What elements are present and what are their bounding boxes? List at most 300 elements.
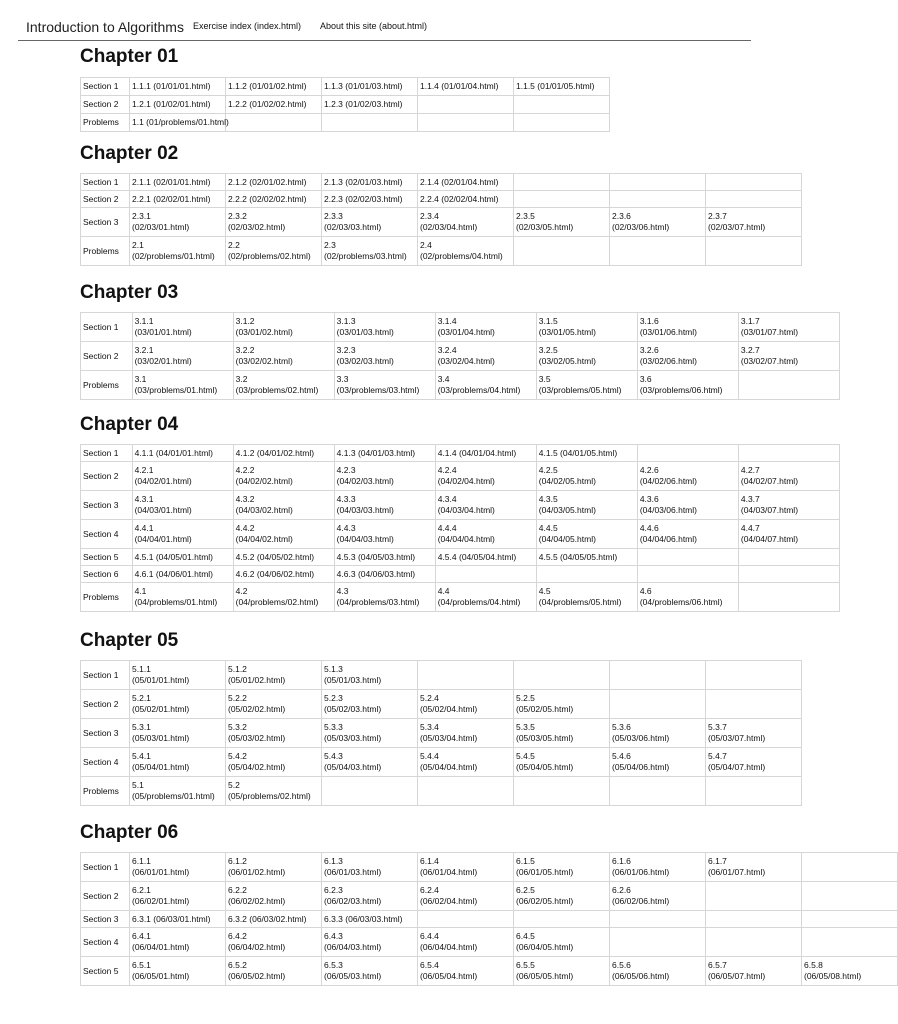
exercise-cell — [130, 237, 226, 266]
exercise-link[interactable]: 5.4.5 (05/04/05.html) — [516, 751, 574, 772]
exercise-link[interactable]: 4.1.5 (04/01/05.html) — [538, 447, 618, 458]
exercise-link[interactable]: 3.1 (03/problems/01.html) — [134, 374, 218, 395]
exercise-link[interactable]: 6.3.3 (06/03/03.html) — [324, 913, 403, 924]
exercise-cell — [418, 78, 514, 96]
exercise-link[interactable]: 4.6.3 (04/06/03.html) — [336, 568, 416, 579]
exercise-link[interactable]: 1.2.1 (01/02/01.html) — [132, 99, 211, 109]
exercise-link[interactable]: 2.2.1 (02/02/01.html) — [132, 193, 211, 204]
exercise-link[interactable]: 5.3.7 (05/03/07.html) — [708, 722, 766, 743]
exercise-link[interactable]: 6.5.4 (06/05/04.html) — [420, 960, 478, 981]
exercise-link[interactable]: 6.5.3 (06/05/03.html) — [324, 960, 382, 981]
exercise-cell — [418, 690, 514, 719]
empty-cell — [514, 191, 610, 208]
row-label: Section 5 — [81, 549, 133, 566]
exercise-link[interactable]: 6.2.4 (06/02/04.html) — [420, 885, 478, 906]
exercise-link[interactable]: 6.5.5 (06/05/05.html) — [516, 960, 574, 981]
row-label: Section 2 — [81, 690, 130, 719]
exercise-link[interactable]: 4.2.1 (04/02/01.html) — [134, 465, 192, 486]
exercise-link[interactable]: 6.3.2 (06/03/02.html) — [228, 913, 307, 924]
row-label: Section 2 — [81, 462, 133, 491]
exercise-link[interactable]: 4.1.2 (04/01/02.html) — [235, 447, 315, 458]
exercise-link[interactable]: 2.1.3 (02/01/03.html) — [324, 176, 403, 187]
exercise-link[interactable]: 3.1.1 (03/01/01.html) — [134, 316, 192, 337]
exercise-link[interactable]: 6.1.2 (06/01/02.html) — [228, 856, 286, 877]
exercise-link[interactable]: 6.1.5 (06/01/05.html) — [516, 856, 574, 877]
exercise-cell — [233, 549, 334, 566]
exercise-link[interactable]: 1.1.4 (01/01/04.html) — [420, 81, 499, 91]
exercise-link[interactable]: 3.6 (03/problems/06.html) — [639, 374, 723, 395]
exercise-cell — [514, 748, 610, 777]
exercise-cell — [637, 371, 738, 400]
empty-cell — [418, 114, 514, 132]
table-row — [81, 520, 840, 549]
exercise-link[interactable]: 3.2.3 (03/02/03.html) — [336, 345, 394, 366]
exercise-link[interactable]: 6.2.6 (06/02/06.html) — [612, 885, 670, 906]
exercise-cell — [334, 445, 435, 462]
empty-cell — [418, 661, 514, 690]
exercise-cell — [233, 491, 334, 520]
exercise-link[interactable]: 2.1.1 (02/01/01.html) — [132, 176, 211, 187]
table-row — [81, 191, 802, 208]
exercise-cell — [637, 462, 738, 491]
exercise-cell — [233, 313, 334, 342]
exercise-cell — [322, 237, 418, 266]
exercise-cell — [610, 882, 706, 911]
exercise-link[interactable]: 4.3.4 (04/03/04.html) — [437, 494, 495, 515]
exercise-cell — [132, 583, 233, 612]
exercise-link[interactable]: 6.1.3 (06/01/03.html) — [324, 856, 382, 877]
exercise-cell — [435, 445, 536, 462]
exercise-cell — [322, 661, 418, 690]
exercise-link[interactable]: 6.3.1 (06/03/01.html) — [132, 913, 211, 924]
row-label: Section 3 — [81, 911, 130, 928]
exercise-link[interactable]: 4.1.3 (04/01/03.html) — [336, 447, 416, 458]
exercise-cell — [536, 342, 637, 371]
exercise-link[interactable]: 2.2.2 (02/02/02.html) — [228, 193, 307, 204]
exercise-cell — [514, 853, 610, 882]
exercise-link[interactable]: 5.2.4 (05/02/04.html) — [420, 693, 478, 714]
exercise-link[interactable]: 4.4.7 (04/04/07.html) — [740, 523, 799, 544]
empty-cell — [706, 777, 802, 806]
exercise-link[interactable]: 5.3.5 (05/03/05.html) — [516, 722, 574, 743]
exercise-link[interactable]: 5.3.2 (05/03/02.html) — [228, 722, 286, 743]
exercise-link[interactable]: 4.5.4 (04/05/04.html) — [437, 551, 517, 562]
exercise-link[interactable]: 5.3.3 (05/03/03.html) — [324, 722, 382, 743]
exercise-link[interactable]: 2.3.7 (02/03/07.html) — [708, 211, 766, 232]
exercise-link[interactable]: 5.2.2 (05/02/02.html) — [228, 693, 286, 714]
exercise-cell — [706, 719, 802, 748]
exercise-cell — [435, 462, 536, 491]
exercise-link[interactable]: 5.4.3 (05/04/03.html) — [324, 751, 382, 772]
table-row — [81, 96, 610, 114]
exercise-link[interactable]: 6.2.2 (06/02/02.html) — [228, 885, 286, 906]
exercise-link[interactable]: 3.2.5 (03/02/05.html) — [538, 345, 596, 366]
exercise-link[interactable]: 1.2.3 (01/02/03.html) — [324, 99, 403, 109]
exercise-link[interactable]: 4.6 (04/problems/06.html) — [639, 586, 723, 607]
chapter-title: Chapter 06 — [80, 822, 179, 843]
exercise-link[interactable]: 2.2.4 (02/02/04.html) — [420, 193, 499, 204]
exercise-link[interactable]: 1.1.3 (01/01/03.html) — [324, 81, 403, 91]
exercise-cell — [130, 96, 226, 114]
exercise-cell — [226, 882, 322, 911]
exercise-cell — [334, 566, 435, 583]
exercise-link[interactable]: 2.1.2 (02/01/02.html) — [228, 176, 307, 187]
exercise-link[interactable]: 6.5.6 (06/05/06.html) — [612, 960, 670, 981]
exercise-link[interactable]: 4.2.5 (04/02/05.html) — [538, 465, 596, 486]
exercise-cell — [130, 719, 226, 748]
exercise-link[interactable]: 4.2.7 (04/02/07.html) — [740, 465, 799, 486]
empty-cell — [435, 566, 536, 583]
exercise-cell — [418, 882, 514, 911]
exercise-cell — [130, 114, 229, 132]
empty-cell — [706, 174, 802, 191]
row-label: Section 2 — [81, 342, 133, 371]
exercise-cell — [132, 520, 233, 549]
exercise-link[interactable]: 3.1.2 (03/01/02.html) — [235, 316, 293, 337]
empty-cell — [802, 928, 898, 957]
exercise-link[interactable]: 4.3.7 (04/03/07.html) — [740, 494, 799, 515]
exercise-link[interactable]: 5.4.6 (05/04/06.html) — [612, 751, 670, 772]
exercise-link[interactable]: 6.4.5 (06/04/05.html) — [516, 931, 574, 952]
exercise-link[interactable]: 6.5.2 (06/05/02.html) — [228, 960, 286, 981]
empty-cell — [738, 371, 839, 400]
exercise-cell — [334, 342, 435, 371]
empty-cell — [322, 114, 418, 132]
exercise-cell — [536, 491, 637, 520]
chapter-title: Chapter 01 — [80, 46, 179, 67]
exercise-cell — [233, 520, 334, 549]
exercise-cell — [226, 174, 322, 191]
exercise-link[interactable]: 6.4.1 (06/04/01.html) — [132, 931, 190, 952]
exercise-cell — [435, 549, 536, 566]
empty-cell — [418, 777, 514, 806]
exercise-cell — [132, 371, 233, 400]
exercise-link[interactable]: 6.2.5 (06/02/05.html) — [516, 885, 574, 906]
exercise-link[interactable]: 5.3.1 (05/03/01.html) — [132, 722, 190, 743]
exercise-link[interactable]: 3.1.6 (03/01/06.html) — [639, 316, 697, 337]
exercise-cell — [706, 957, 802, 986]
row-label: Section 2 — [81, 882, 130, 911]
exercise-link[interactable]: 4.4.3 (04/04/03.html) — [336, 523, 394, 544]
exercise-link[interactable]: 6.5.1 (06/05/01.html) — [132, 960, 190, 981]
exercise-link[interactable]: 4.3.3 (04/03/03.html) — [336, 494, 394, 515]
chapter-title: Chapter 03 — [80, 282, 179, 303]
exercise-cell — [226, 853, 322, 882]
exercise-link[interactable]: 4.2.2 (04/02/02.html) — [235, 465, 293, 486]
chapter-exercise-table — [80, 852, 898, 986]
exercise-link[interactable]: 3.1.3 (03/01/03.html) — [336, 316, 394, 337]
exercise-link[interactable]: 1.1.5 (01/01/05.html) — [516, 81, 595, 91]
exercise-link[interactable]: 4.4.4 (04/04/04.html) — [437, 523, 495, 544]
row-label: Section 6 — [81, 566, 133, 583]
exercise-link[interactable]: 6.4.4 (06/04/04.html) — [420, 931, 478, 952]
exercise-cell — [637, 583, 738, 612]
row-label: Section 2 — [81, 191, 130, 208]
empty-cell — [226, 114, 322, 132]
exercise-link[interactable]: 5.1.2 (05/01/02.html) — [228, 664, 286, 685]
exercise-link[interactable]: 4.1.1 (04/01/01.html) — [134, 447, 214, 458]
exercise-link[interactable]: 3.1.5 (03/01/05.html) — [538, 316, 596, 337]
exercise-link[interactable]: 2.4 (02/problems/04.html) — [420, 240, 503, 261]
table-row — [81, 928, 898, 957]
empty-cell — [802, 853, 898, 882]
exercise-cell — [130, 911, 226, 928]
exercise-cell — [132, 445, 233, 462]
exercise-link[interactable]: 4.5 (04/problems/05.html) — [538, 586, 622, 607]
row-label: Section 1 — [81, 174, 130, 191]
table-row — [81, 661, 802, 690]
exercise-cell — [334, 491, 435, 520]
exercise-link[interactable]: 4.3.2 (04/03/02.html) — [235, 494, 293, 515]
exercise-cell — [132, 566, 233, 583]
exercise-link[interactable]: 5.2 (05/problems/02.html) — [228, 780, 311, 801]
exercise-cell — [322, 719, 418, 748]
row-label: Problems — [81, 237, 130, 266]
exercise-link[interactable]: 2.1.4 (02/01/04.html) — [420, 176, 499, 187]
exercise-link[interactable]: 4.4.1 (04/04/01.html) — [134, 523, 192, 544]
exercise-link[interactable]: 4.6.2 (04/06/02.html) — [235, 568, 315, 579]
exercise-cell — [322, 748, 418, 777]
exercise-link[interactable]: 2.2 (02/problems/02.html) — [228, 240, 311, 261]
exercise-link[interactable]: 2.3.5 (02/03/05.html) — [516, 211, 574, 232]
exercise-cell — [418, 237, 514, 266]
empty-cell — [706, 911, 802, 928]
exercise-link[interactable]: 6.4.2 (06/04/02.html) — [228, 931, 286, 952]
exercise-cell — [130, 748, 226, 777]
exercise-cell — [130, 777, 226, 806]
exercise-cell — [334, 371, 435, 400]
row-label: Problems — [81, 583, 133, 612]
row-label: Section 1 — [81, 445, 133, 462]
exercise-link[interactable]: 2.3.3 (02/03/03.html) — [324, 211, 382, 232]
exercise-cell — [132, 342, 233, 371]
exercise-link[interactable]: 6.1.6 (06/01/06.html) — [612, 856, 670, 877]
exercise-link[interactable]: 3.2.4 (03/02/04.html) — [437, 345, 495, 366]
exercise-cell — [322, 853, 418, 882]
exercise-cell — [418, 928, 514, 957]
exercise-link[interactable]: 5.2.5 (05/02/05.html) — [516, 693, 574, 714]
exercise-link[interactable]: 2.3.4 (02/03/04.html) — [420, 211, 478, 232]
exercise-cell — [435, 520, 536, 549]
exercise-cell — [233, 583, 334, 612]
exercise-link[interactable]: 2.3.2 (02/03/02.html) — [228, 211, 286, 232]
table-row — [81, 748, 802, 777]
empty-cell — [738, 549, 839, 566]
exercise-link[interactable]: 6.2.3 (06/02/03.html) — [324, 885, 382, 906]
exercise-link[interactable]: 4.1.4 (04/01/04.html) — [437, 447, 517, 458]
exercise-cell — [610, 853, 706, 882]
exercise-link[interactable]: 5.4.2 (05/04/02.html) — [228, 751, 286, 772]
row-label: Section 2 — [81, 96, 130, 114]
exercise-link[interactable]: 4.1 (04/problems/01.html) — [134, 586, 218, 607]
exercise-cell — [637, 491, 738, 520]
empty-cell — [610, 928, 706, 957]
exercise-cell — [418, 174, 514, 191]
row-label: Section 4 — [81, 928, 130, 957]
row-label: Section 1 — [81, 78, 130, 96]
exercise-cell — [418, 748, 514, 777]
exercise-cell — [130, 191, 226, 208]
exercise-cell — [226, 237, 322, 266]
exercise-link[interactable]: 3.3 (03/problems/03.html) — [336, 374, 420, 395]
table-row — [81, 911, 898, 928]
exercise-cell — [226, 777, 322, 806]
chapter-title: Chapter 04 — [80, 414, 179, 435]
exercise-cell — [334, 549, 435, 566]
exercise-cell — [130, 690, 226, 719]
empty-cell — [738, 583, 839, 612]
site-title[interactable]: Introduction to Algorithms — [26, 19, 184, 35]
exercise-cell — [226, 928, 322, 957]
exercise-link[interactable]: 5.1.3 (05/01/03.html) — [324, 664, 382, 685]
exercise-link[interactable]: 3.1.7 (03/01/07.html) — [740, 316, 799, 337]
exercise-link[interactable]: 5.2.1 (05/02/01.html) — [132, 693, 190, 714]
exercise-link[interactable]: 6.1.1 (06/01/01.html) — [132, 856, 190, 877]
exercise-link[interactable]: 4.3.5 (04/03/05.html) — [538, 494, 596, 515]
exercise-link[interactable]: 4.5.5 (04/05/05.html) — [538, 551, 618, 562]
exercise-cell — [226, 191, 322, 208]
empty-cell — [610, 191, 706, 208]
exercise-link[interactable]: 4.3.1 (04/03/01.html) — [134, 494, 192, 515]
row-label: Section 3 — [81, 208, 130, 237]
exercise-link[interactable]: 6.2.1 (06/02/01.html) — [132, 885, 190, 906]
exercise-link[interactable]: 5.2.3 (05/02/03.html) — [324, 693, 382, 714]
exercise-cell — [226, 78, 322, 96]
empty-cell — [610, 777, 706, 806]
exercise-cell — [130, 174, 226, 191]
exercise-cell — [226, 911, 322, 928]
empty-cell — [610, 237, 706, 266]
exercise-cell — [536, 462, 637, 491]
exercise-link[interactable]: 4.4 (04/problems/04.html) — [437, 586, 521, 607]
exercise-link[interactable]: 3.2.7 (03/02/07.html) — [740, 345, 799, 366]
exercise-link[interactable]: 3.2.1 (03/02/01.html) — [134, 345, 192, 366]
exercise-link[interactable]: 5.4.1 (05/04/01.html) — [132, 751, 190, 772]
exercise-link[interactable]: 6.1.7 (06/01/07.html) — [708, 856, 766, 877]
exercise-link[interactable]: 4.2.3 (04/02/03.html) — [336, 465, 394, 486]
exercise-link[interactable]: 3.2 (03/problems/02.html) — [235, 374, 319, 395]
exercise-link[interactable]: 2.3.6 (02/03/06.html) — [612, 211, 670, 232]
empty-cell — [637, 549, 738, 566]
exercise-link[interactable]: 4.5.3 (04/05/03.html) — [336, 551, 416, 562]
exercise-link[interactable]: 2.3.1 (02/03/01.html) — [132, 211, 190, 232]
exercise-link[interactable]: 2.1 (02/problems/01.html) — [132, 240, 215, 261]
exercise-link[interactable]: 3.1.4 (03/01/04.html) — [437, 316, 495, 337]
exercise-cell — [536, 445, 637, 462]
exercise-link[interactable]: 4.3.6 (04/03/06.html) — [639, 494, 697, 515]
row-label: Section 4 — [81, 748, 130, 777]
exercise-cell — [334, 583, 435, 612]
empty-cell — [738, 445, 839, 462]
exercise-cell — [706, 853, 802, 882]
table-row — [81, 566, 840, 583]
table-row — [81, 313, 840, 342]
exercise-link[interactable]: 4.4.6 (04/04/06.html) — [639, 523, 697, 544]
exercise-link[interactable]: 5.4.4 (05/04/04.html) — [420, 751, 478, 772]
empty-cell — [706, 690, 802, 719]
exercise-cell — [334, 520, 435, 549]
exercise-cell — [435, 583, 536, 612]
exercise-link[interactable]: 5.4.7 (05/04/07.html) — [708, 751, 766, 772]
row-label: Section 1 — [81, 853, 130, 882]
exercise-link[interactable]: 5.1.1 (05/01/01.html) — [132, 664, 190, 685]
empty-cell — [637, 445, 738, 462]
exercise-link[interactable]: 4.6.1 (04/06/01.html) — [134, 568, 214, 579]
exercise-cell — [536, 520, 637, 549]
exercise-link[interactable]: 4.5.2 (04/05/02.html) — [235, 551, 315, 562]
exercise-link[interactable]: 3.2.6 (03/02/06.html) — [639, 345, 697, 366]
exercise-link[interactable]: 3.5 (03/problems/05.html) — [538, 374, 622, 395]
exercise-cell — [738, 342, 839, 371]
exercise-link[interactable]: 4.2 (04/problems/02.html) — [235, 586, 319, 607]
exercise-cell — [132, 462, 233, 491]
exercise-link[interactable]: 1.1.1 (01/01/01.html) — [132, 81, 211, 91]
exercise-link[interactable]: 5.1 (05/problems/01.html) — [132, 780, 215, 801]
exercise-link[interactable]: 1.2.2 (01/02/02.html) — [228, 99, 307, 109]
chapter-title: Chapter 02 — [80, 143, 179, 164]
exercise-link[interactable]: 5.3.6 (05/03/06.html) — [612, 722, 670, 743]
exercise-cell — [130, 853, 226, 882]
exercise-link[interactable]: 6.5.7 (06/05/07.html) — [708, 960, 766, 981]
exercise-link[interactable]: 1.1.2 (01/01/02.html) — [228, 81, 307, 91]
exercise-cell — [322, 957, 418, 986]
exercise-link[interactable]: 2.2.3 (02/02/03.html) — [324, 193, 403, 204]
empty-cell — [514, 777, 610, 806]
exercise-link[interactable]: 5.3.4 (05/03/04.html) — [420, 722, 478, 743]
exercise-cell — [233, 566, 334, 583]
exercise-cell — [233, 462, 334, 491]
exercise-cell — [738, 491, 839, 520]
empty-cell — [706, 661, 802, 690]
chapter-exercise-table — [80, 173, 802, 266]
exercise-link[interactable]: 4.2.6 (04/02/06.html) — [639, 465, 697, 486]
empty-cell — [322, 777, 418, 806]
exercise-link[interactable]: 2.3 (02/problems/03.html) — [324, 240, 407, 261]
row-label: Section 1 — [81, 313, 133, 342]
exercise-cell — [637, 342, 738, 371]
row-label: Problems — [81, 777, 130, 806]
exercise-cell — [738, 313, 839, 342]
exercise-link[interactable]: 6.5.8 (06/05/08.html) — [804, 960, 862, 981]
exercise-link[interactable]: 3.2.2 (03/02/02.html) — [235, 345, 293, 366]
exercise-cell — [514, 719, 610, 748]
exercise-cell — [322, 928, 418, 957]
exercise-link[interactable]: 1.1 (01/problems/01.html) — [132, 117, 229, 127]
chapter-exercise-table — [80, 660, 802, 806]
exercise-cell — [435, 313, 536, 342]
exercise-link[interactable]: 4.2.4 (04/02/04.html) — [437, 465, 495, 486]
top-navigation-bar — [18, 0, 751, 41]
row-label: Problems — [81, 371, 133, 400]
exercise-link[interactable]: 4.5.1 (04/05/01.html) — [134, 551, 214, 562]
exercise-cell — [435, 371, 536, 400]
exercise-cell — [514, 690, 610, 719]
exercise-cell — [130, 78, 226, 96]
nav-link-exercise-index[interactable]: Exercise index (index.html) — [193, 21, 302, 31]
empty-cell — [536, 566, 637, 583]
exercise-cell — [334, 462, 435, 491]
exercise-link[interactable]: 4.3 (04/problems/03.html) — [336, 586, 420, 607]
exercise-link[interactable]: 4.4.5 (04/04/05.html) — [538, 523, 596, 544]
exercise-cell — [706, 748, 802, 777]
exercise-cell — [514, 208, 610, 237]
nav-link-about[interactable]: About this site (about.html) — [320, 21, 428, 31]
exercise-link[interactable]: 6.1.4 (06/01/04.html) — [420, 856, 478, 877]
exercise-link[interactable]: 3.4 (03/problems/04.html) — [437, 374, 521, 395]
exercise-cell — [132, 491, 233, 520]
exercise-link[interactable]: 6.4.3 (06/04/03.html) — [324, 931, 382, 952]
exercise-link[interactable]: 4.4.2 (04/04/02.html) — [235, 523, 293, 544]
